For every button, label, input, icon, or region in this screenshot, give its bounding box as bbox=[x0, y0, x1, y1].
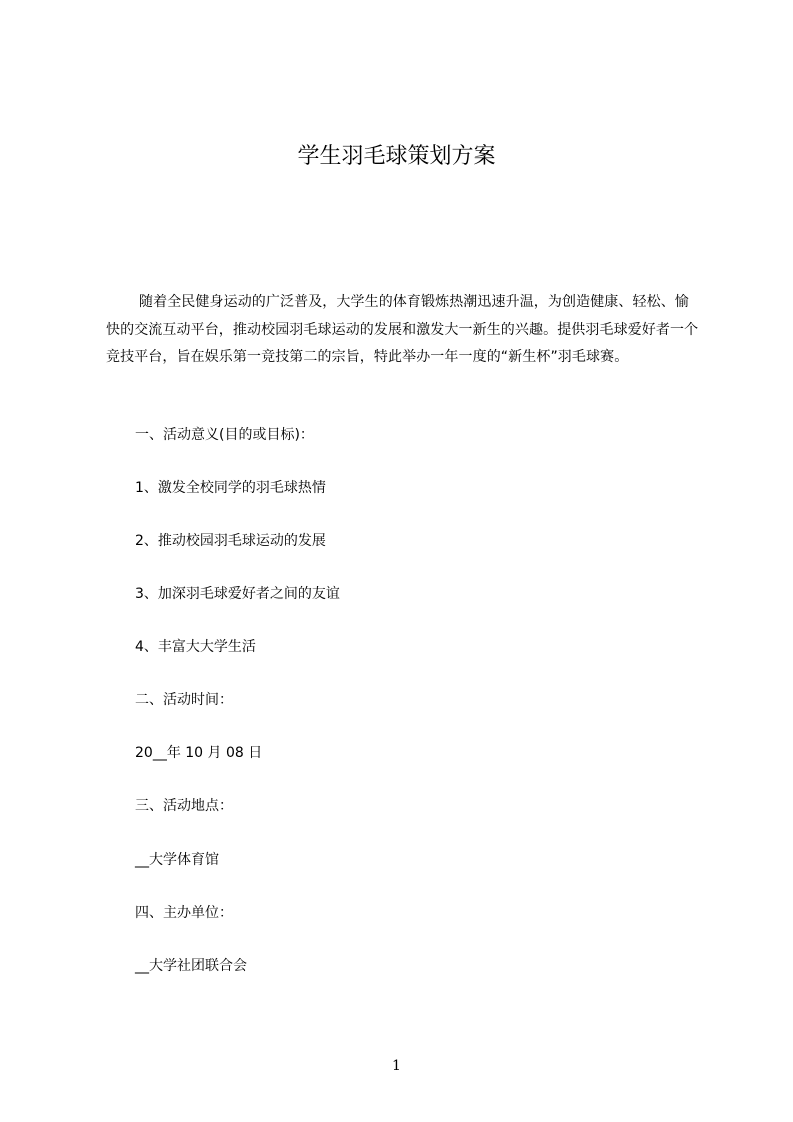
document-title: 学生羽毛球策划方案 bbox=[297, 144, 496, 169]
section-heading-location: 三、活动地点： bbox=[135, 798, 233, 814]
section-heading-time: 二、活动时间： bbox=[135, 692, 233, 708]
purpose-item-2: 2、推动校园羽毛球运动的发展 bbox=[135, 533, 326, 549]
activity-organizer: __大学社团联合会 bbox=[135, 958, 247, 974]
section-heading-purpose: 一、活动意义(目的或目标)： bbox=[135, 427, 314, 443]
intro-paragraph: 随着全民健身运动的广泛普及，大学生的体育锻炼热潮迅速升温，为创造健康、轻松、愉快的交流互动平台，推动校园羽毛球运动的发展和激发大一新生的兴趣。提供羽毛球爱好者一个竞技平台，旨在娱乐第一竞技第二的宗旨，特此举办一年一度的“新生杯”羽毛球赛。 bbox=[106, 294, 699, 365]
activity-time: 20__年 10 月 08 日 bbox=[135, 745, 263, 761]
purpose-item-1: 1、激发全校同学的羽毛球热情 bbox=[135, 480, 326, 496]
section-heading-organizer: 四、主办单位： bbox=[135, 905, 233, 921]
page-number: 1 bbox=[392, 1058, 401, 1074]
activity-location: __大学体育馆 bbox=[135, 852, 219, 868]
purpose-item-4: 4、丰富大大学生活 bbox=[135, 639, 256, 655]
purpose-item-3: 3、加深羽毛球爱好者之间的友谊 bbox=[135, 586, 340, 602]
